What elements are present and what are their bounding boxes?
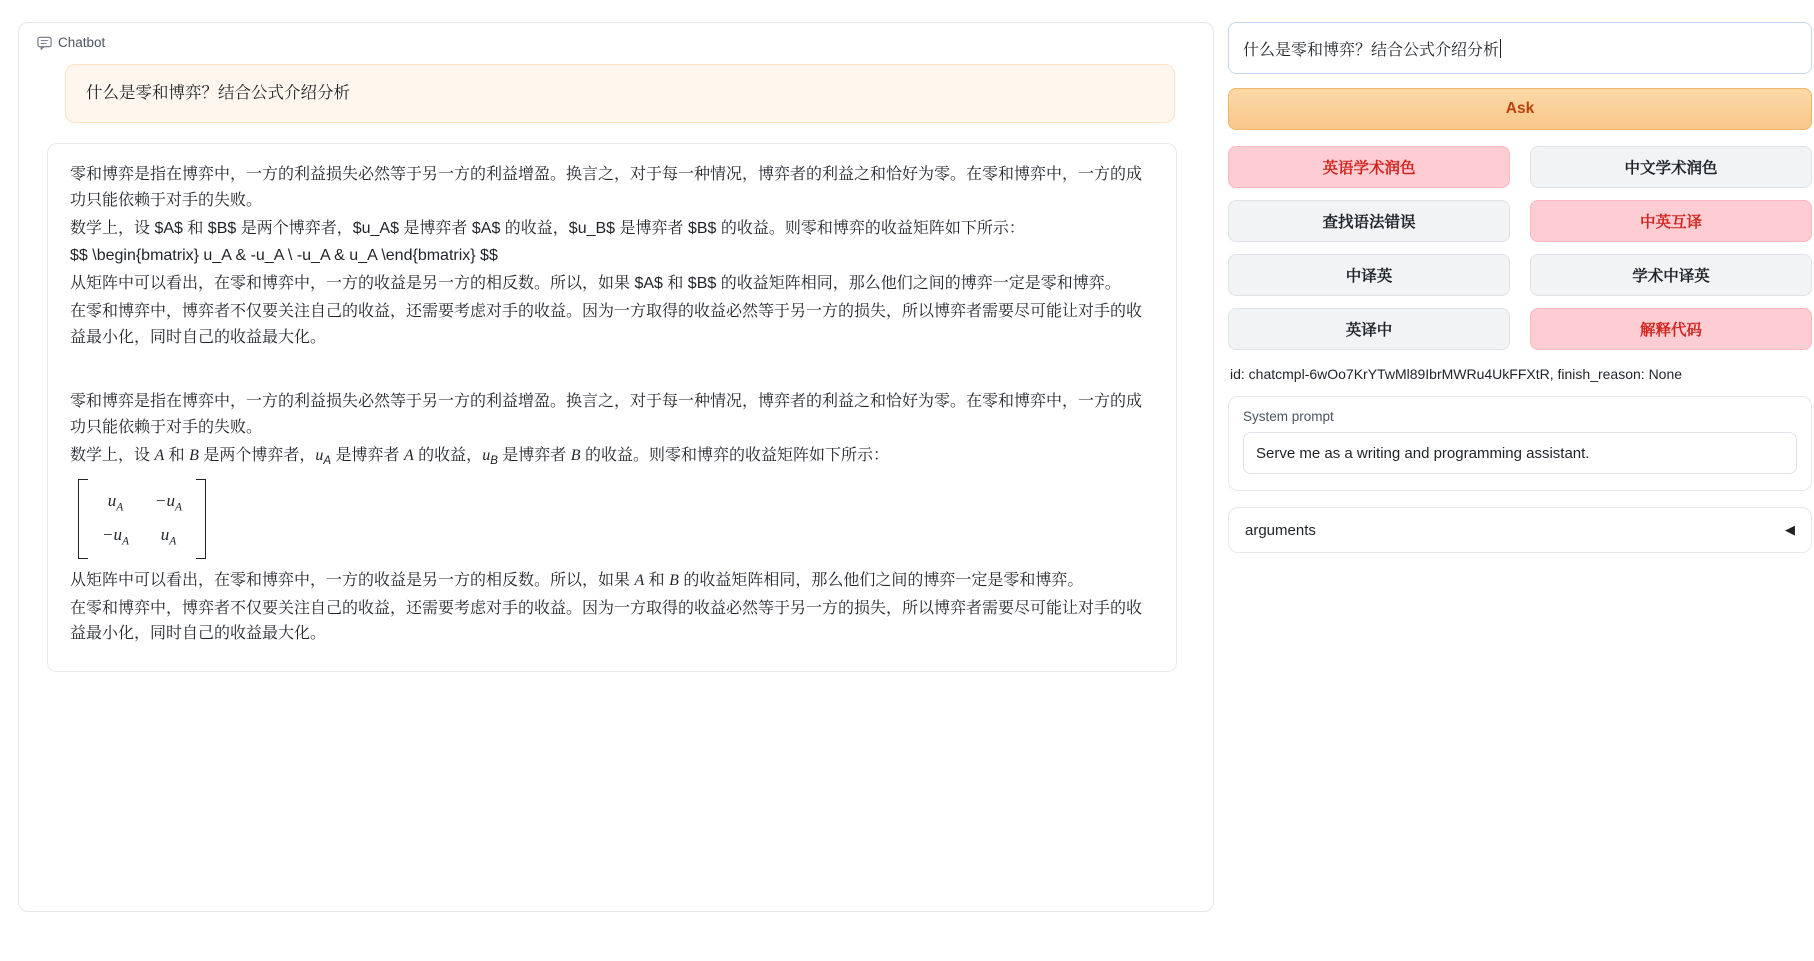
p2-var-A: A	[154, 446, 165, 464]
p2-text-e: 的收益，	[413, 446, 483, 464]
matrix-right-bracket	[196, 479, 206, 559]
p2-var-uB: u	[482, 446, 491, 464]
p4-text-a: 从矩阵中可以看出，在零和博弈中，一方的收益是另一方的相反数。所以，如果	[70, 571, 635, 589]
p2-text-d: 是博弈者	[331, 446, 404, 464]
system-prompt-value: Serve me as a writing and programming assistant.	[1256, 444, 1590, 462]
p2-var-A2: A	[403, 446, 414, 464]
bot-raw-section	[70, 162, 1154, 351]
bot-raw-p1: 零和博弈是指在博弈中，一方的利益损失必然等于另一方的利益增盈。换言之，对于每一种情况，博弈者的利益之和恰好为零。在零和博弈中，一方的成功只能依赖于对手的失败。	[70, 165, 1143, 209]
p2-var-B2: B	[570, 446, 581, 464]
fn-button-chinese-polish[interactable]: 中文学术润色	[1530, 146, 1812, 188]
bot-raw-formula: $$ \begin{bmatrix} u_A & -u_A \ -u_A & u_A \end{bmatrix} $$	[70, 247, 498, 265]
p2-var-uA-sub: A	[323, 455, 332, 468]
controls-column	[1228, 0, 1812, 961]
chat-column	[18, 0, 1214, 961]
matrix-cell-r2c1: $-u_A$	[102, 524, 130, 548]
bot-rendered-section	[70, 389, 1154, 647]
chevron-left-icon: ◀	[1785, 522, 1795, 537]
p2-text-g: 的收益。则零和博弈的收益矩阵如下所示：	[580, 446, 889, 464]
payoff-matrix	[78, 479, 206, 559]
p4-text-b: 和	[644, 571, 670, 589]
fn-button-find-grammar-errors[interactable]: 查找语法错误	[1228, 200, 1510, 242]
fn-button-english-polish[interactable]: 英语学术润色	[1228, 146, 1510, 188]
p2-text-f: 是博弈者	[497, 446, 571, 464]
bot-raw-p2: 数学上，设 $A$ 和 $B$ 是两个博弈者，$u_A$ 是博弈者 $A$ 的收益，$u_B$ 是博弈者 $B$ 的收益。则零和博弈的收益矩阵如下所示：	[70, 219, 1025, 237]
fn-button-academic-zh-to-en[interactable]: 学术中译英	[1530, 254, 1812, 296]
p2-var-uA: u	[315, 446, 324, 464]
p2-text-a: 数学上，设	[70, 446, 155, 464]
chat-icon	[37, 35, 52, 50]
system-prompt-label: System prompt	[1243, 409, 1334, 424]
p2-text-c: 是两个博弈者，	[198, 446, 316, 464]
p2-var-B: B	[189, 446, 199, 464]
bot-raw-p5: 在零和博弈中，博弈者不仅要关注自己的收益，还需要考虑对手的收益。因为一方取得的收益必然等于另一方的损失，所以博弈者需要尽可能让对手的收益最小化，同时自己的收益最大化。	[70, 303, 1143, 347]
p4-var-B: B	[669, 571, 679, 589]
fn-button-en-to-zh[interactable]: 英译中	[1228, 308, 1510, 350]
system-prompt-input[interactable]	[1243, 432, 1797, 474]
function-button-grid	[1228, 146, 1812, 350]
matrix-left-bracket	[78, 479, 88, 559]
bot-raw-p4: 从矩阵中可以看出，在零和博弈中，一方的收益是另一方的相反数。所以，如果 $A$ 和 $B$ 的收益矩阵相同，那么他们之间的博弈一定是零和博弈。	[70, 275, 1121, 293]
chatbot-panel	[18, 22, 1214, 912]
matrix-cell-r1c1: $u_A$	[107, 490, 124, 514]
matrix-cell-r1c2: $-u_A$	[155, 490, 183, 514]
user-message-text: 什么是零和博弈？结合公式介绍分析	[86, 84, 350, 102]
p4-var-A: A	[634, 571, 645, 589]
chatbot-header	[33, 33, 107, 56]
bot-rendered-p2	[70, 443, 1154, 471]
fn-button-zh-to-en[interactable]: 中译英	[1228, 254, 1510, 296]
bot-rendered-p1: 零和博弈是指在博弈中，一方的利益损失必然等于另一方的利益增盈。换言之，对于每一种情况，博弈者的利益之和恰好为零。在零和博弈中，一方的成功只能依赖于对手的失败。	[70, 393, 1143, 436]
matrix-grid	[88, 479, 196, 559]
arguments-accordion[interactable]	[1228, 507, 1812, 553]
fn-button-explain-code[interactable]: 解释代码	[1530, 308, 1812, 350]
bot-rendered-p5: 在零和博弈中，博弈者不仅要关注自己的收益，还需要考虑对手的收益。因为一方取得的收益必然等于另一方的损失，所以博弈者需要尽可能让对手的收益最小化，同时自己的收益最大化。	[70, 599, 1143, 643]
system-prompt-card	[1228, 396, 1812, 491]
bot-rendered-p4	[70, 568, 1154, 594]
chatbot-label-text: Chatbot	[58, 35, 106, 50]
text-caret	[1500, 39, 1501, 58]
p2-var-uB-sub: B	[490, 455, 498, 468]
p4-text-c: 的收益矩阵相同，那么他们之间的博弈一定是零和博弈。	[678, 571, 1084, 589]
arguments-accordion-label: arguments	[1245, 521, 1316, 539]
query-input[interactable]	[1228, 22, 1812, 74]
fn-button-zh-en-translate[interactable]: 中英互译	[1530, 200, 1812, 242]
status-text: id: chatcmpl-6wOo7KrYTwMl89IbrMWRu4UkFFXtR, finish_reason: None	[1230, 366, 1683, 382]
chat-message-list	[33, 64, 1199, 672]
query-input-value: 什么是零和博弈？结合公式介绍分析	[1243, 41, 1500, 59]
p2-text-b: 和	[164, 446, 190, 464]
user-message-bubble	[65, 64, 1175, 123]
bot-message-bubble	[47, 143, 1177, 673]
ask-button[interactable]: Ask	[1228, 88, 1812, 130]
matrix-cell-r2c2: $u_A$	[160, 524, 177, 548]
